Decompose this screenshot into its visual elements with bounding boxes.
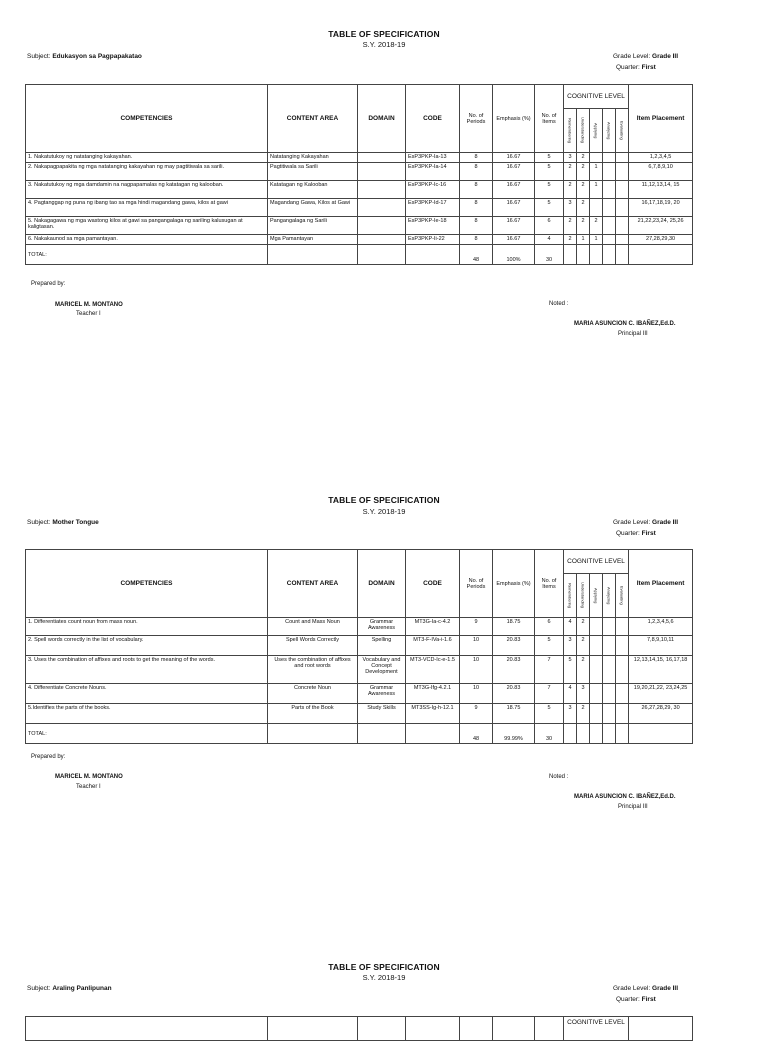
grade-level: Grade Level: Grade III — [613, 53, 679, 60]
prepared-by-label: Prepared by: — [31, 754, 66, 760]
header-evaluating: Evaluating — [616, 574, 629, 618]
header-domain: DOMAIN — [358, 85, 406, 153]
header-competencies: COMPETENCIES — [26, 550, 268, 618]
school-year: S.Y. 2018-19 — [362, 973, 406, 982]
header-remembering: Remembering — [564, 109, 577, 153]
total-row: TOTAL: 48 100% 30 — [26, 245, 693, 265]
grade-level: Grade Level: Grade III — [613, 519, 679, 526]
header-cognitive-level: COGNITIVE LEVEL — [564, 1017, 629, 1041]
teacher-role: Teacher I — [76, 311, 101, 317]
header-code: CODE — [406, 550, 460, 618]
table-row: 3. Nakatutukoy ng mga damdamin na nagpapamalas ng katatagan ng kalooban. Katatagan ng Kalooban EsP3PKP-Ic-16 8 16.67 5 2 2 1 11,12,13,14, 15 — [26, 181, 693, 199]
grade-level: Grade Level: Grade III — [613, 985, 679, 992]
table-row: 2. Spell words correctly in the list of vocabulary. Spell Words Correctly Spelling MT3-F-IVa-i-1.6 10 20.83 5 3 2 7,8,9,10,11 — [26, 636, 693, 656]
total-row: TOTAL: 48 99.99% 30 — [26, 724, 693, 744]
subject-line: Subject: Araling Panlipunan — [27, 985, 112, 992]
table-row: 6. Nakakaunod sa mga pamantayan. Mga Pamantayan EsP3PKP-Ii-22 8 16.67 4 2 1 1 27,28,29,30 — [26, 235, 693, 245]
header-content-area: CONTENT AREA — [268, 550, 358, 618]
quarter: Quarter: First — [616, 996, 656, 1003]
document-title: TABLE OF SPECIFICATION — [328, 29, 440, 39]
teacher-role: Teacher I — [76, 784, 101, 790]
header-analyzing: Analyzing — [603, 574, 616, 618]
header-emphasis: Emphasis (%) — [493, 85, 535, 153]
table-row: 4. Pagtanggap ng puna ng ibang tao sa mga hindi magandang gawa, kilos at gawi Magandang Gawa, Kilos at Gawi EsP3PKP-Id-17 8 16.67 5 3 2 16,17,18,19, 20 — [26, 199, 693, 217]
table-row: 5.Identifies the parts of the books. Parts of the Book Study Skills MT3SS-Ig-h-12.1 9 18.75 5 3 2 26,27,28,29, 30 — [26, 704, 693, 724]
prepared-by-label: Prepared by: — [31, 281, 66, 287]
teacher-name: MARICEL M. MONTANO — [55, 302, 123, 308]
specification-table — [25, 549, 693, 744]
header-items: No. of Items — [535, 550, 564, 618]
specification-table — [25, 84, 693, 265]
header-item-placement: Item Placement — [629, 550, 693, 618]
table-row: 5. Nakagagawa ng mga wastong kilos at gawi sa pangangalaga ng sariling kalusugan at kaligtasan. Pangangalaga ng Sarili EsP3PKP-Ie-18 8 16.67 6 2 2 2 21,22,23,24, 25,26 — [26, 217, 693, 235]
header-applying: Applying — [590, 574, 603, 618]
subject-line: Subject: Mother Tongue — [27, 519, 99, 526]
header-cognitive-level: COGNITIVE LEVEL — [564, 85, 629, 109]
header-understanding: Understanding — [577, 574, 590, 618]
header-understanding: Understanding — [577, 109, 590, 153]
header-domain: DOMAIN — [358, 550, 406, 618]
header-items: No. of Items — [535, 85, 564, 153]
principal-name: MARIA ASUNCION C. IBAÑEZ,Ed.D. — [574, 321, 676, 327]
noted-label: Noted : — [549, 774, 569, 780]
table-row: 2. Nakapagpapakita ng mga natatanging kakayahan ng may pagtitiwala sa sarili. Pagtitiwala sa Sarili EsP3PKP-Ia-14 8 16.67 5 2 2 1 6,7,8,9,10 — [26, 163, 693, 181]
subject-line: Subject: Edukasyon sa Pagpapakatao — [27, 53, 142, 60]
header-code: CODE — [406, 85, 460, 153]
header-periods: No. of Periods — [460, 550, 493, 618]
header-periods: No. of Periods — [460, 85, 493, 153]
table-row: 1. Nakatutukoy ng natatanging kakayahan. Natatanging Kakayahan EsP3PKP-Ia-13 8 16.67 5 3 2 1,2,3,4,5 — [26, 153, 693, 163]
specification-table — [25, 1016, 693, 1041]
principal-role: Principal III — [618, 331, 648, 337]
header-evaluating: Evaluating — [616, 109, 629, 153]
principal-name: MARIA ASUNCION C. IBAÑEZ,Ed.D. — [574, 794, 676, 800]
principal-role: Principal III — [618, 804, 648, 810]
quarter: Quarter: First — [616, 64, 656, 71]
header-emphasis: Emphasis (%) — [493, 550, 535, 618]
teacher-name: MARICEL M. MONTANO — [55, 774, 123, 780]
document-title: TABLE OF SPECIFICATION — [328, 962, 440, 972]
school-year: S.Y. 2018-19 — [362, 507, 406, 516]
school-year: S.Y. 2018-19 — [362, 40, 406, 49]
table-row: 3. Uses the combination of affixes and roots to get the meaning of the words. Uses the combination of affixes and root words Vocabulary and Concept Development MT3-VCD-Ic-e-1.5 10 20.83 7 5 2 12,13,14,15, 16,17,18 — [26, 656, 693, 684]
quarter: Quarter: First — [616, 530, 656, 537]
header-analyzing: Analyzing — [603, 109, 616, 153]
document-title: TABLE OF SPECIFICATION — [328, 495, 440, 505]
noted-label: Noted : — [549, 301, 569, 307]
header-remembering: Remembering — [564, 574, 577, 618]
table-row: 1. Differentiates count noun from mass noun. Count and Mass Noun Grammar Awareness MT3G-Ia-c-4.2 9 18.75 6 4 2 1,2,3,4,5,6 — [26, 618, 693, 636]
header-item-placement: Item Placement — [629, 85, 693, 153]
table-row: 4. Differentiate Concrete Nouns. Concrete Noun Grammar Awareness MT3G-Ifg-4.2.1 10 20.83 7 4 3 19,20,21,22, 23,24,25 — [26, 684, 693, 704]
header-competencies: COMPETENCIES — [26, 85, 268, 153]
header-cognitive-level: COGNITIVE LEVEL — [564, 550, 629, 574]
header-applying: Applying — [590, 109, 603, 153]
header-content-area: CONTENT AREA — [268, 85, 358, 153]
